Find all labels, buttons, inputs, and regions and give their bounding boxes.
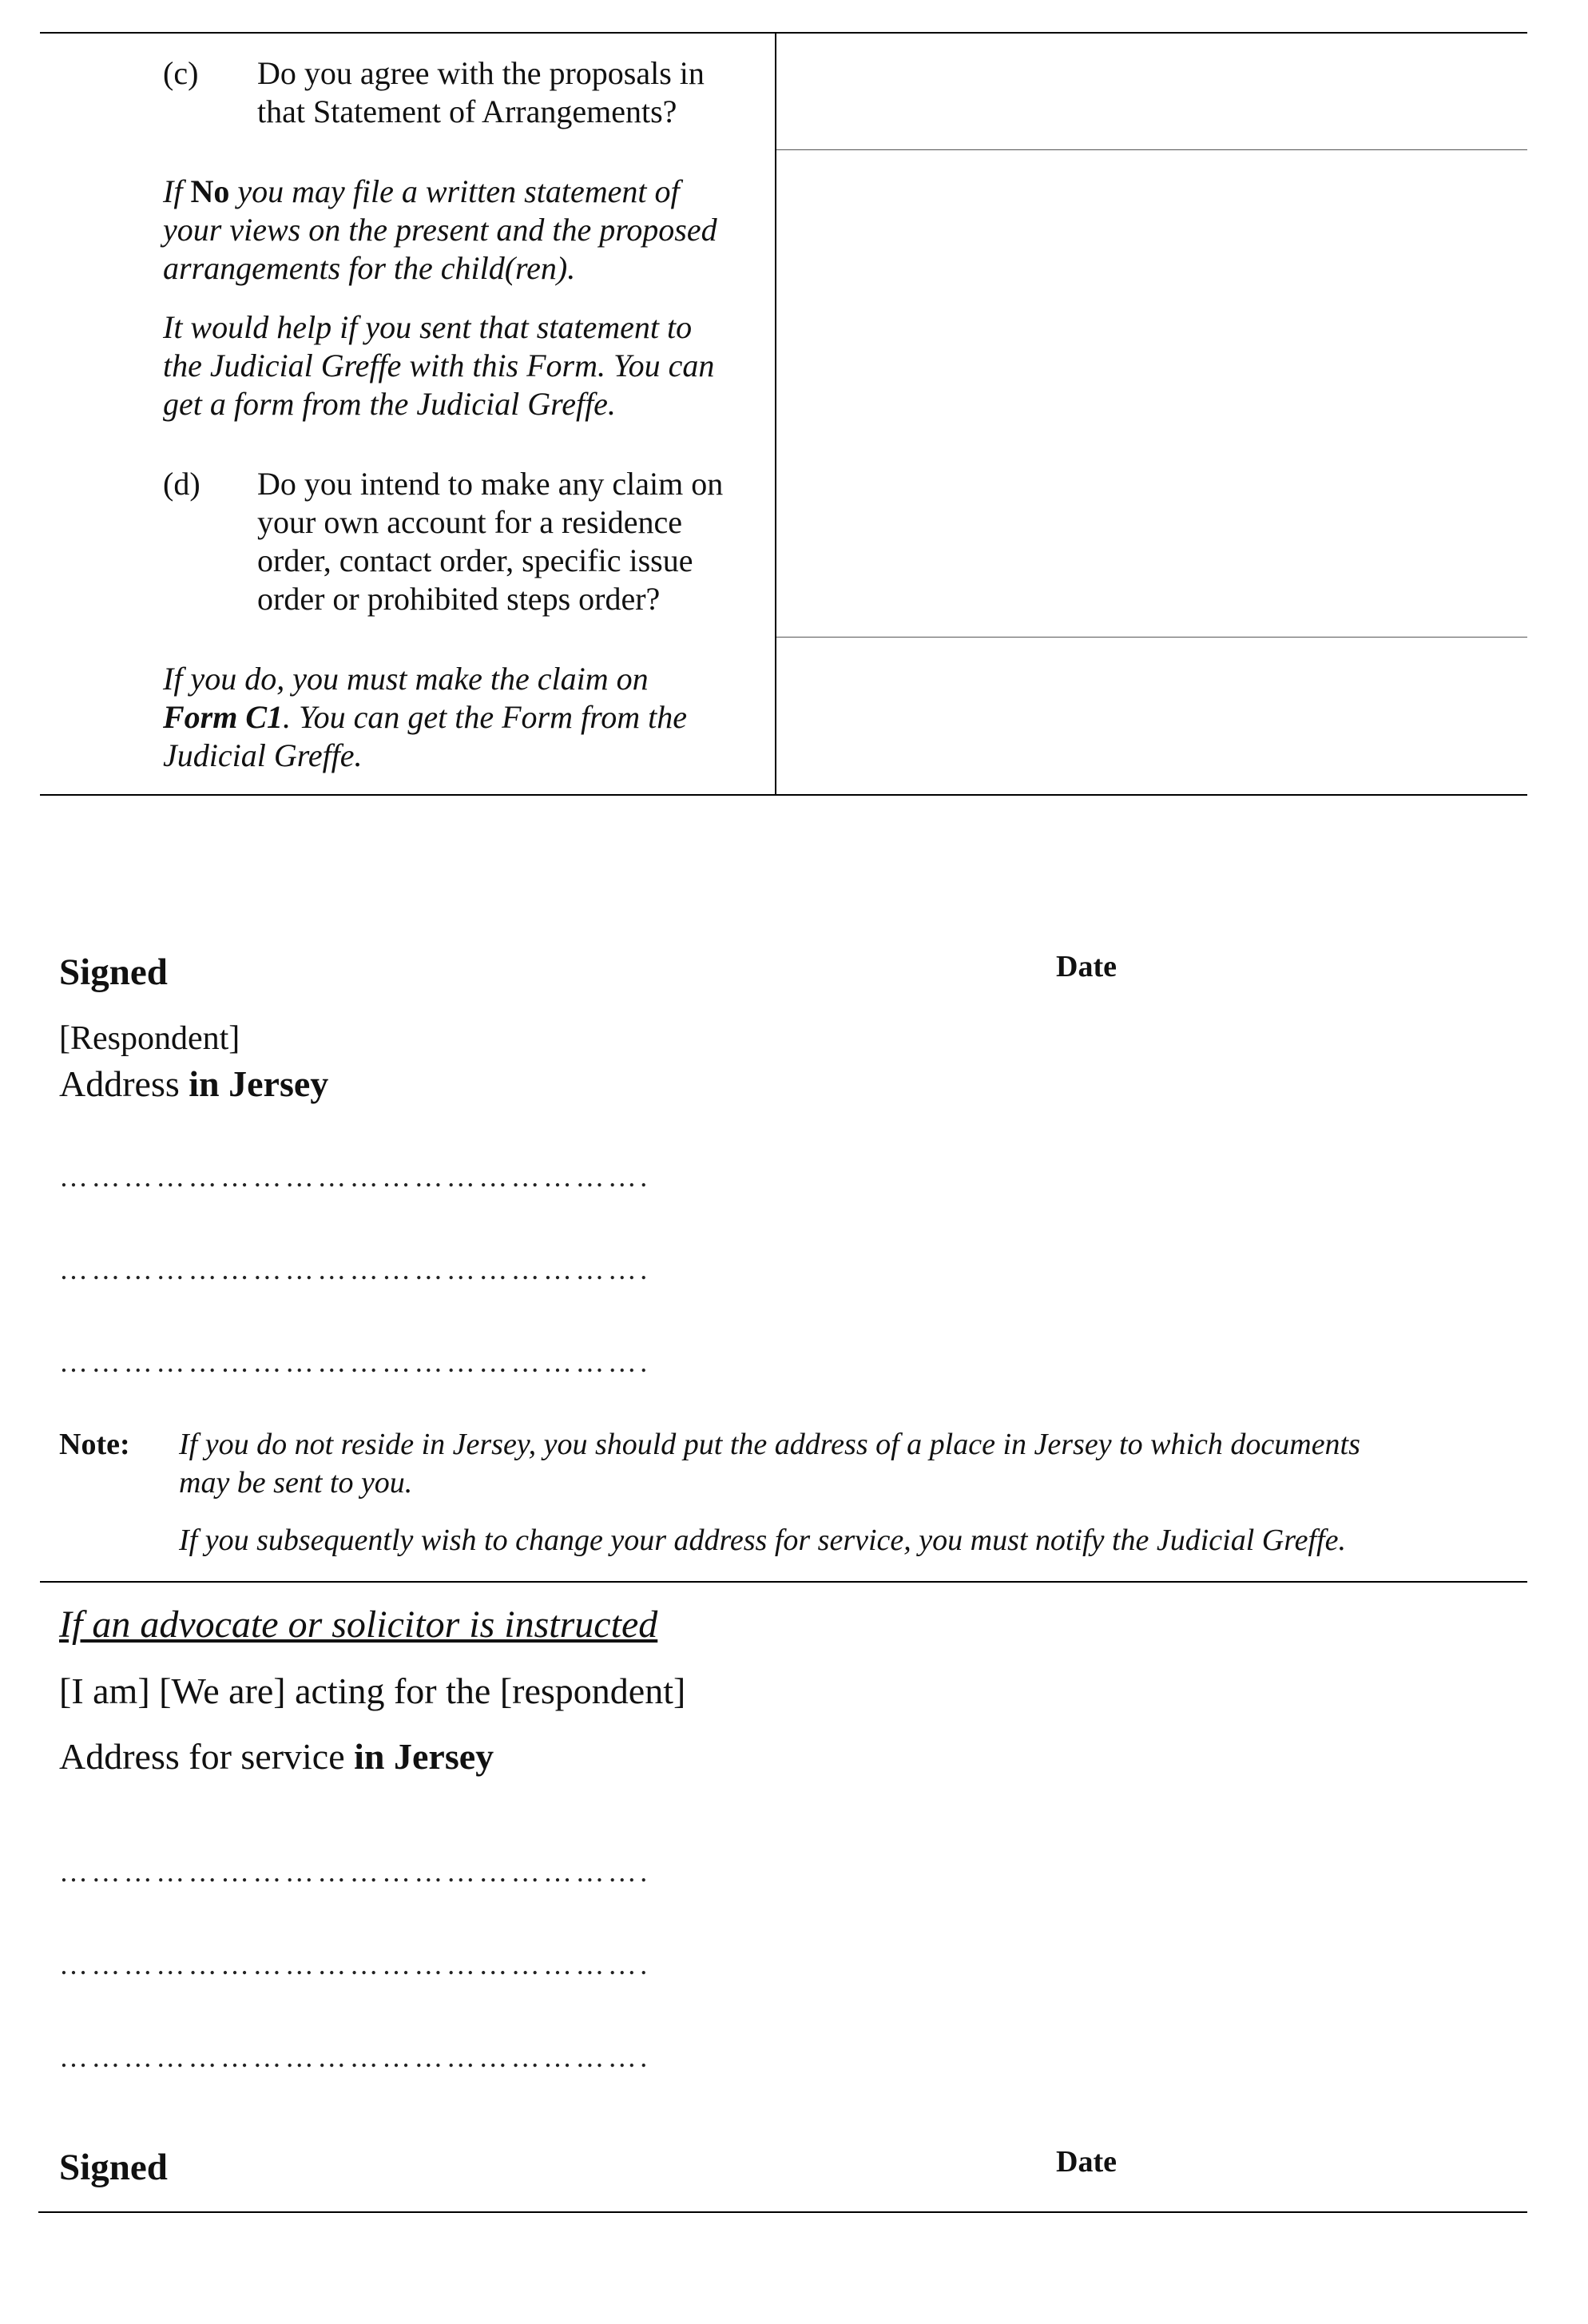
- table-column-divider: [775, 32, 776, 795]
- note-line3: If you subsequently wish to change your address for service, you must notify the Judicial Greffe.: [179, 1524, 1346, 1557]
- respondent-role: [Respondent]: [59, 1020, 240, 1057]
- advocate-heading: If an advocate or solicitor is instructed: [59, 1603, 658, 1646]
- answer-row-divider-2: [776, 637, 1527, 638]
- if-do-line2: [163, 698, 770, 737]
- if-no-rest: you may file a written statement of: [229, 173, 680, 209]
- question-d-line4: order or prohibited steps order?: [257, 581, 661, 617]
- advocate-date-label: Date: [1056, 2145, 1117, 2179]
- help-line2: the Judicial Greffe with this Form. You can: [163, 348, 715, 383]
- advocate-address-label: [59, 1735, 494, 1778]
- question-c-number: (c): [163, 55, 199, 91]
- note-text: [179, 1425, 1537, 1559]
- advocate-address-bold: in Jersey: [354, 1736, 494, 1777]
- answer-row-divider-1: [776, 149, 1527, 150]
- respondent-date-label: Date: [1056, 950, 1117, 983]
- note-label: Note:: [59, 1428, 130, 1461]
- if-no-line1: [163, 173, 770, 211]
- note-line1: If you do not reside in Jersey, you should put the address of a place in Jersey to which documents: [179, 1428, 1360, 1461]
- note-line2: may be sent to you.: [179, 1466, 413, 1500]
- advocate-acting-text: [I am] [We are] acting for the [respondent]: [59, 1670, 686, 1711]
- question-c-line2: that Statement of Arrangements?: [257, 93, 677, 129]
- respondent-signed-label: Signed: [59, 951, 168, 993]
- advocate-address-line-2[interactable]: ……………………………………………….: [59, 1949, 651, 1980]
- page-bottom-rule: [38, 2211, 1527, 2213]
- help-line1: It would help if you sent that statement to: [163, 309, 693, 345]
- if-do-guidance: [163, 660, 770, 775]
- question-c-text: [257, 54, 705, 131]
- question-d-line1: Do you intend to make any claim on: [257, 466, 724, 502]
- form-c1-reference: Form C1: [163, 699, 284, 735]
- if-do-line2-rest: . You can get the Form from the: [283, 699, 687, 735]
- if-do-line3: Judicial Greffe.: [163, 737, 363, 773]
- respondent-address-line-3[interactable]: ……………………………………………….: [59, 1346, 651, 1378]
- help-line3: get a form from the Judicial Greffe.: [163, 386, 616, 422]
- if-no-prefix: If: [163, 173, 191, 209]
- question-c-line1: Do you agree with the proposals in: [257, 55, 705, 91]
- question-d-line3: order, contact order, specific issue: [257, 542, 693, 578]
- if-no-line3: arrangements for the child(ren).: [163, 250, 576, 286]
- question-d-line2: your own account for a residence: [257, 504, 682, 540]
- respondent-address-bold: in Jersey: [189, 1063, 329, 1104]
- if-no-line2: your views on the present and the proposed: [163, 212, 717, 248]
- if-no-guidance: [163, 173, 770, 288]
- table-bottom-rule: [40, 794, 1527, 796]
- respondent-address-line-2[interactable]: ……………………………………………….: [59, 1253, 651, 1285]
- respondent-address-label: [59, 1063, 328, 1105]
- if-do-line1: If you do, you must make the claim on: [163, 661, 649, 697]
- advocate-address-line-3[interactable]: ……………………………………………….: [59, 2041, 651, 2073]
- respondent-address-line-1[interactable]: ……………………………………………….: [59, 1161, 651, 1193]
- help-guidance: [163, 308, 770, 423]
- advocate-address-line-1[interactable]: ……………………………………………….: [59, 1856, 651, 1888]
- advocate-section-rule: [40, 1581, 1527, 1583]
- respondent-address-prefix: Address: [59, 1063, 189, 1104]
- advocate-address-prefix: Address for service: [59, 1736, 355, 1777]
- advocate-signed-label: Signed: [59, 2147, 168, 2188]
- if-no-bold: No: [190, 173, 230, 209]
- table-top-rule: [40, 32, 1527, 34]
- question-d-number: (d): [163, 466, 200, 502]
- question-d-text: [257, 465, 723, 618]
